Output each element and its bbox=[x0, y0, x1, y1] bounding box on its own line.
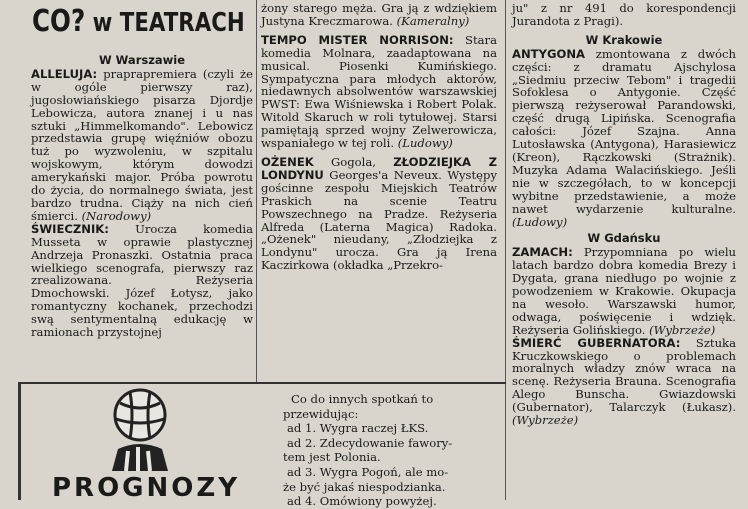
review-title: TEMPO MISTER NORRISON: bbox=[261, 32, 454, 47]
theatre-name: (Wybrzeże) bbox=[645, 322, 716, 337]
review-body: zmontowana z dwóch części: z dramatu Ajschylosa „Siedmiu przeciw Tebom" i tragedii Sofoklesa o Antygonie. Część pierwszą reżyserował Parandowski, część drugą Lipińska. Scenografia całości: Józef Szajna. Anna Lutosławska (Antygona), Harasiewicz (Kreon), Rączkowski (Strażnik). Muzyka Adama Walacińskiego. Jeśli nie w szczegółach, to w koncepcji wybitne przedstawienie, a może nawet wydarzenie kulturalne. bbox=[512, 46, 736, 216]
review-title: ŚMIERĆ GUBERNATORA: bbox=[512, 335, 681, 350]
review-body: żony starego męża. Gra ją z wdziękiem Justyna Kreczmarowa. bbox=[261, 1, 497, 28]
title-rest: w TEATRACH bbox=[85, 8, 245, 38]
section-heading: W Krakowie bbox=[585, 32, 663, 47]
review-continuation bbox=[512, 2, 736, 28]
text-line: ad 4. Omówiony powyżej. bbox=[287, 494, 437, 509]
text-line: Co do innych spotkań to bbox=[291, 392, 434, 406]
review-continuation bbox=[261, 2, 497, 28]
review-title: ALLELUJA: bbox=[31, 66, 98, 81]
column-divider bbox=[505, 0, 506, 500]
column-divider bbox=[256, 0, 257, 383]
review-body: Georges'a Neveux. Występy gościnne zespołu Miejskich Teatrów Praskich na scenie Teatru Powszechnego na Pradze. Reżyseria Alfreda (Laterna Magica) Radoka. „Ożenek" nieudany, „Złodziejka z Londynu" urocza. Gra ją Irena Kaczirkowa (okładka „Przekro- bbox=[261, 167, 497, 273]
review-ozenek bbox=[261, 156, 497, 272]
text-line: tem jest Polonia. bbox=[283, 450, 381, 465]
review-swiecznik bbox=[31, 223, 253, 339]
review-title: ANTYGONA bbox=[512, 46, 586, 61]
review-body: Urocza komedia Musseta w oprawie plastycznej Andrzeja Pronaszki. Ostatnia praca wielkiego scenografa, pierwszy raz zrealizowana. Reżyseria Dmochowski. Józef Łotysz, jako romantyczny kochanek, przechodzi swą sentymentalną edukację w ramionach przystojnej bbox=[31, 221, 253, 340]
review-body: Gogola, bbox=[313, 154, 394, 169]
theatre-name: (Kameralny) bbox=[392, 13, 470, 28]
section-heading: W Warszawie bbox=[98, 53, 186, 67]
prognozy-heading: PROGNOZY bbox=[52, 473, 241, 503]
text-line: że być jakaś niespodzianka. bbox=[283, 479, 446, 494]
title-prefix: CO? bbox=[32, 4, 86, 39]
section-heading: W Gdańsku bbox=[587, 231, 661, 246]
text-line: ad 2. Zdecydowanie fawory- bbox=[287, 435, 453, 450]
review-tempo bbox=[261, 34, 497, 150]
review-antygona bbox=[512, 48, 736, 229]
theatre-name: (Narodowy) bbox=[77, 208, 152, 223]
review-body: ju" z nr 491 do korespondencji Jurandota z Pragi). bbox=[512, 1, 736, 28]
text-line: ad 3. Wygra Pogoń, ale mo- bbox=[287, 464, 449, 479]
prognozy-text bbox=[283, 392, 495, 509]
review-zamach bbox=[512, 246, 736, 336]
review-body: Sztuka Kruczkowskiego o problemach moralnych władzy znów wraca na scenę. Reżyseria Brauna. Scenografia Alego Bunscha. Gwiazdowski (Gubernator), Talarczyk (Łukasz). bbox=[512, 335, 736, 415]
review-title: ŚWIECZNIK: bbox=[31, 221, 109, 236]
theatre-name: (Wybrzeże) bbox=[512, 413, 579, 428]
section-rule bbox=[18, 382, 506, 384]
column-1 bbox=[31, 52, 253, 339]
box-border bbox=[18, 384, 21, 500]
review-title: ZŁODZIEJKA Z LONDYNU bbox=[261, 154, 497, 182]
text-line: ad 1. Wygra raczej ŁKS. bbox=[287, 421, 429, 436]
page-title bbox=[32, 4, 245, 39]
column-3 bbox=[512, 2, 736, 427]
review-body: praprapremiera (czyli że w ogóle pierwszy raz), jugosłowiańskiego pisarza Djordje Lebowicza, autora znanej i u nas sztuki „Himmelkomando". Lebowicz przedstawia grupę więźniów obozu tuż po wyzwoleniu, w szpitalu wojskowym, którym dowodzi amerykański major. Próba powrotu do życia, do normalnego świata, jest bardzo trudna. Ciąży na nich cień śmierci. bbox=[31, 66, 253, 223]
review-body: Stara komedia Molnara, zaadaptowana na musical. Piosenki Kumińskiego. Sympatyczna para młodych aktorów, niedawnych absolwentów warszawskiej PWST: Ewa Wiśniewska i Robert Polak. Witold Skaruch w roli tytułowej. Starsi pamiętają sprzed wojny Zelwerowicza, wspaniałego w tej roli. bbox=[261, 32, 497, 151]
theatre-name: (Ludowy) bbox=[512, 214, 568, 229]
review-alleluja bbox=[31, 68, 253, 223]
review-title: ZAMACH: bbox=[512, 245, 573, 260]
review-body: Przypomniana po wielu latach bardzo dobra komedia Brezy i Dygata, grana niedługo po wojnie z powodzeniem w Krakowie. Okupacja na wesoło. Warszawski humor, odwaga, poświęcenie i wdzięk. Reżyseria Golińskiego. bbox=[512, 245, 736, 337]
column-2 bbox=[261, 2, 497, 272]
text-line: przewidując: bbox=[283, 406, 359, 421]
football-player-icon bbox=[108, 387, 172, 471]
theatre-name: (Ludowy) bbox=[394, 136, 453, 151]
review-smierc bbox=[512, 337, 736, 427]
review-title: OŻENEK bbox=[261, 154, 314, 169]
